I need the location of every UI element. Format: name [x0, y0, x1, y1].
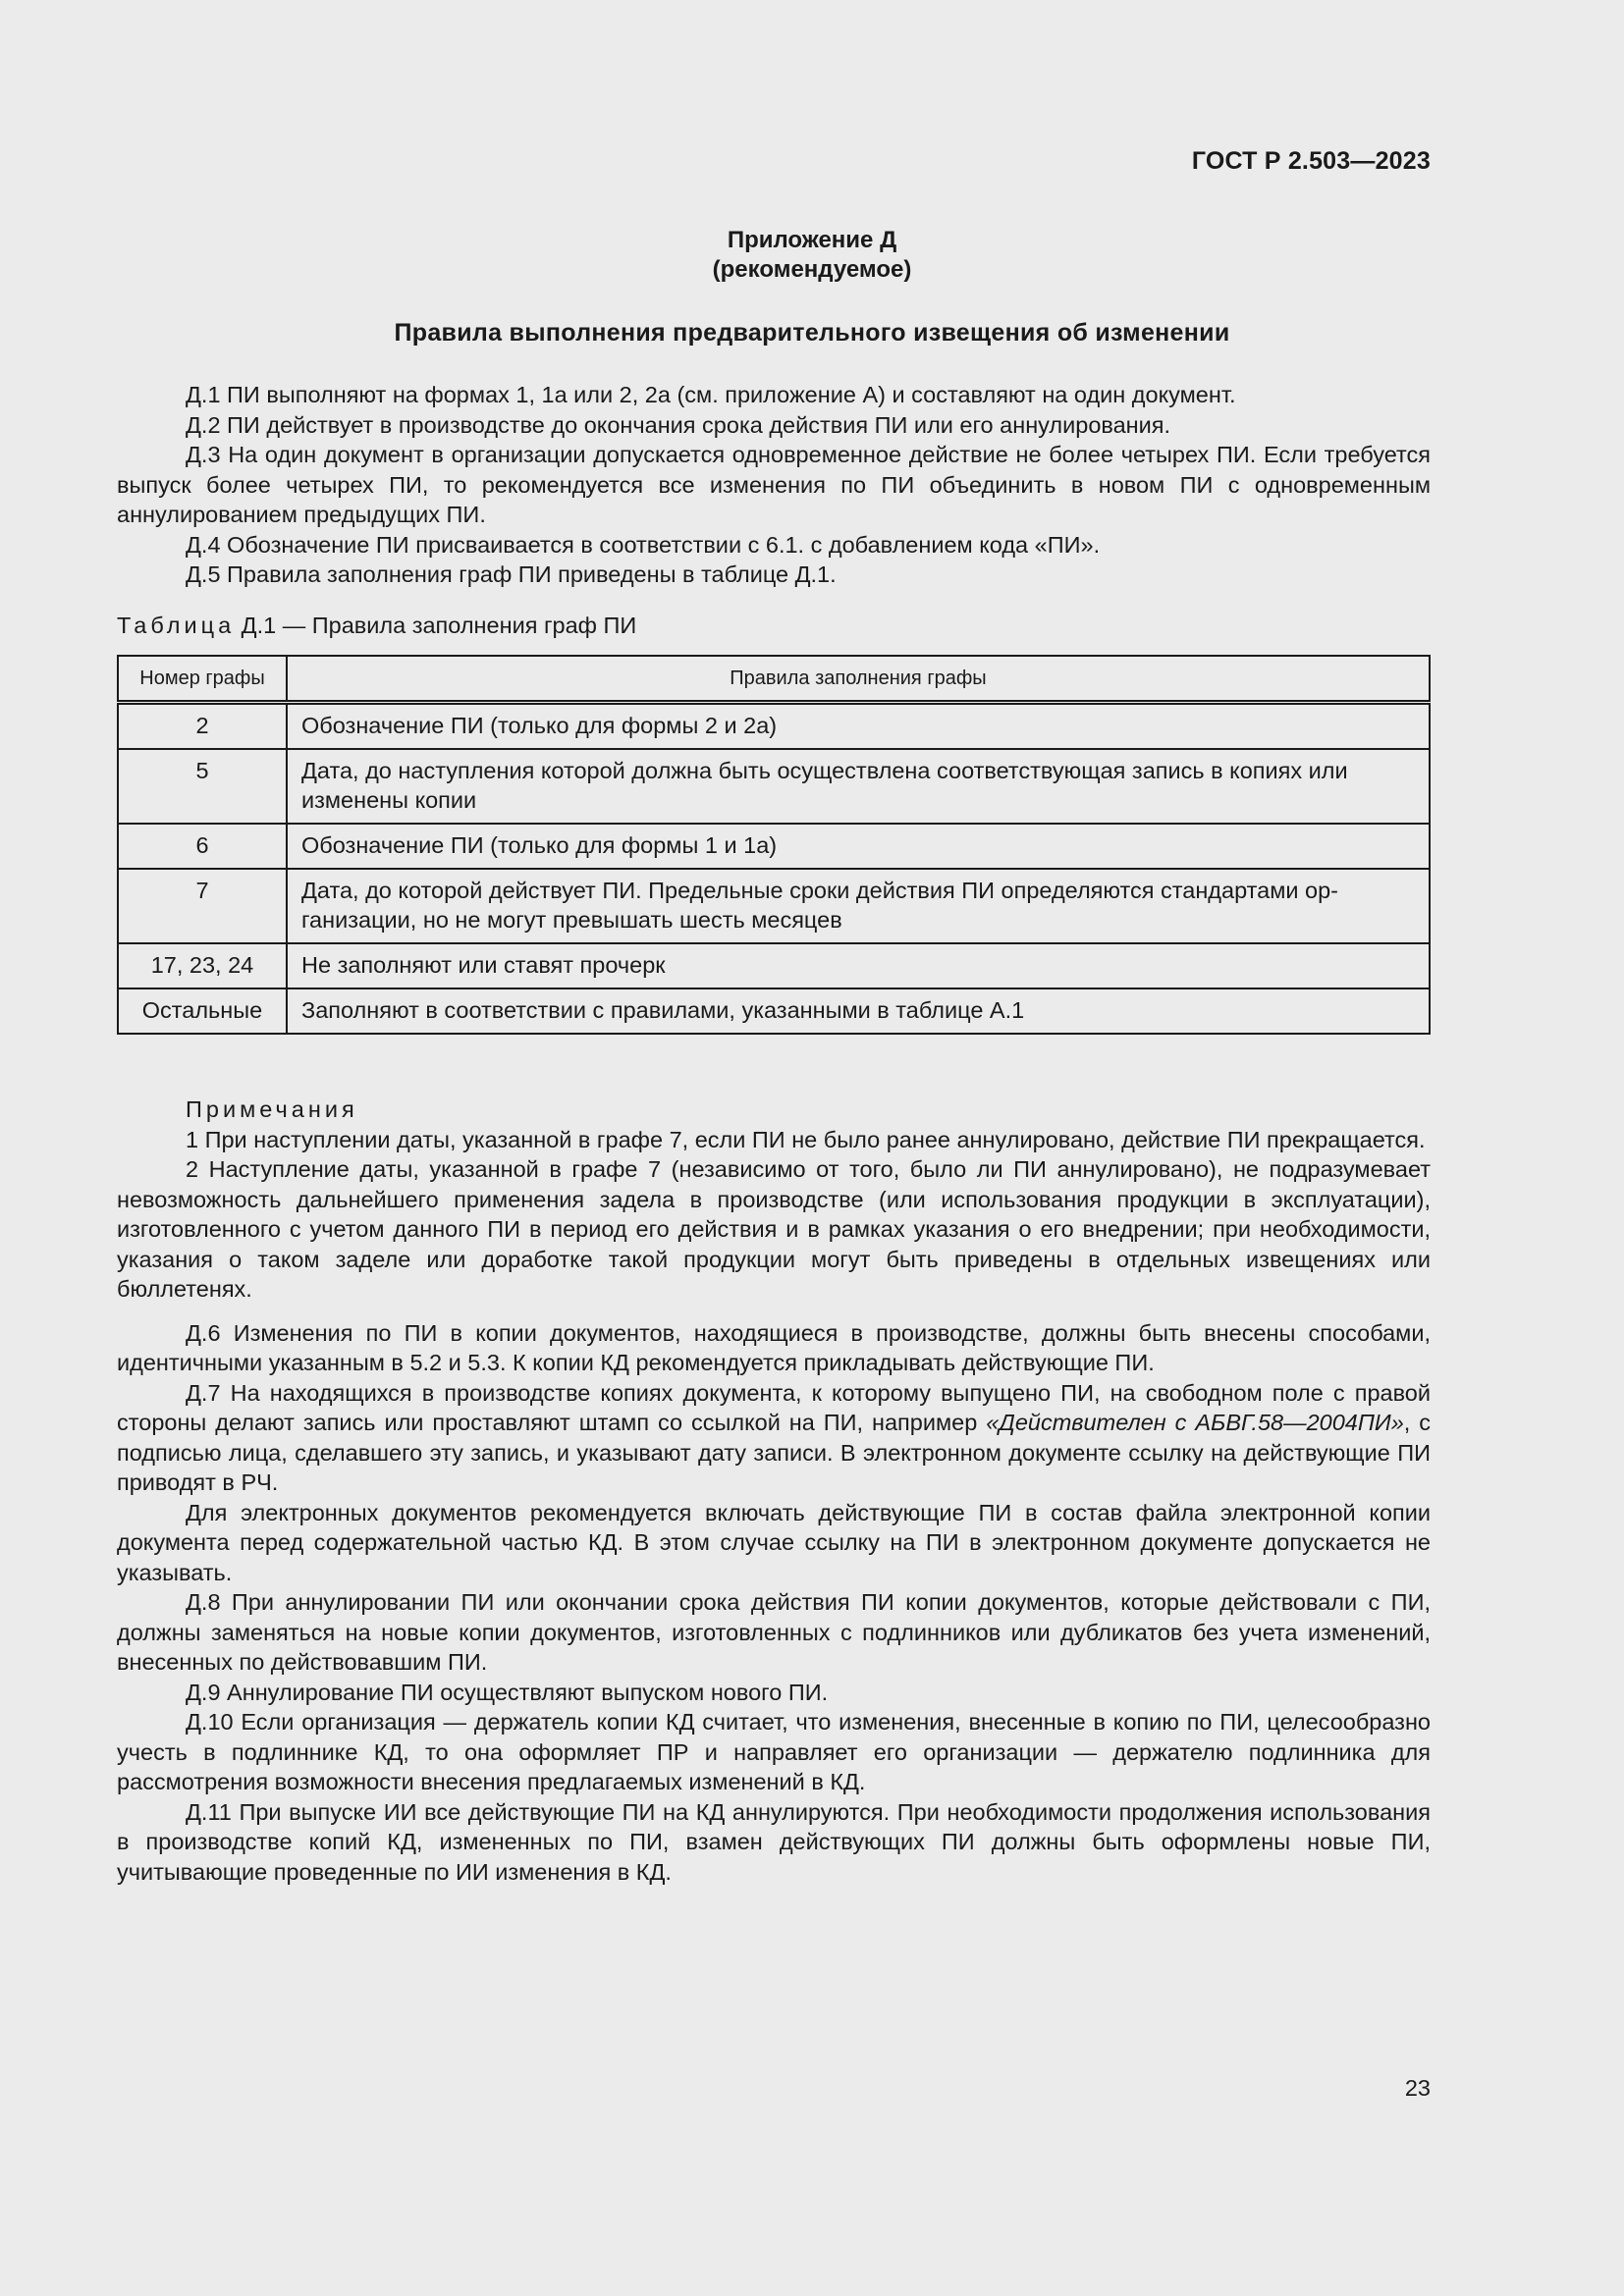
- intro-paragraphs: [117, 380, 1431, 590]
- table-caption: [117, 613, 636, 639]
- section-title: Правила выполнения предварительного извещения об изменении: [394, 319, 1230, 347]
- paragraph-d6: Д.6 Изменения по ПИ в копии документов, находящиеся в производстве, должны быть внесены способами, идентичными указанным в 5.2 и 5.3. К копии КД рекомендуется прикладывать действующие ПИ.: [117, 1319, 1431, 1375]
- note-2: 2 Наступление даты, указанной в графе 7 (независимо от того, было ли ПИ аннулировано), не подразумевает невозможность дальнейшего применения задела в производстве (или использования продукции в эксплуатации), изготовленного с учетом данного ПИ в период его действия и в рамках указания о его внедрении; при необходимости, указания о таком заделе или доработке такой продукции могут быть приведены в отдельных извещениях или бюллетенях.: [117, 1156, 1431, 1302]
- table-row: [118, 703, 1430, 750]
- paragraph-d4: Д.4 Обозначение ПИ присваивается в соответствии с 6.1. с добавлением кода «ПИ».: [186, 531, 1101, 558]
- example-reference: «Действителен с АБВГ.58—2004ПИ»: [986, 1410, 1404, 1435]
- cell-number: Остальные: [118, 988, 287, 1034]
- appendix-status: (рекомендуемое): [712, 256, 912, 283]
- cell-rule: Заполняют в соответствии с правилами, указанными в таблице А.1: [287, 988, 1430, 1034]
- note-1: 1 При наступлении даты, указанной в графе 7, если ПИ не было ранее аннулировано, действие ПИ прекращается.: [186, 1126, 1426, 1152]
- cell-number: 17, 23, 24: [118, 943, 287, 988]
- rules-table: [117, 655, 1431, 1035]
- paragraph-d5: Д.5 Правила заполнения граф ПИ приведены в таблице Д.1.: [186, 561, 837, 587]
- table-caption-label: Таблица: [117, 613, 236, 638]
- paragraph-d2: Д.2 ПИ действует в производстве до окончания срока действия ПИ или его аннулирования.: [186, 411, 1171, 438]
- table-row: [118, 988, 1430, 1034]
- standard-designation: ГОСТ Р 2.503—2023: [1191, 147, 1431, 175]
- column-header-number: Номер графы: [118, 656, 287, 703]
- paragraph-d11: Д.11 При выпуске ИИ все действующие ПИ на КД аннулируются. При необходимости продолжения использования в производстве копий КД, измененных по ПИ, взамен действующих ПИ должны быть оформлены новые ПИ, учитывающие проведенные по ИИ изменения в КД.: [117, 1798, 1431, 1885]
- column-header-rules: Правила заполнения графы: [287, 656, 1430, 703]
- paragraph-d1: Д.1 ПИ выполняют на формах 1, 1а или 2, 2а (см. приложение А) и составляют на один документ.: [186, 382, 1236, 407]
- cell-number: 7: [118, 869, 287, 943]
- table-row: [118, 749, 1430, 824]
- paragraph-d3: Д.3 На один документ в организации допускается одновременное действие не более четырех ПИ. Если требуется выпуск более четырех ПИ, то рекомендуется все изменения по ПИ объединить в новом ПИ с одновременным аннулированием предыдущих ПИ.: [117, 442, 1431, 527]
- cell-number: 6: [118, 824, 287, 869]
- table-row: [118, 824, 1430, 869]
- cell-rule: Обозначение ПИ (только для формы 1 и 1а): [287, 824, 1430, 869]
- cell-rule: Обозначение ПИ (только для формы 2 и 2а): [287, 703, 1430, 750]
- paragraph-electronic: Для электронных документов рекомендуется включать действующие ПИ в состав файла электронной копии документа перед содержательной частью КД. В этом случае ссылку на ПИ в электронном документе допускается не указывать.: [117, 1499, 1431, 1585]
- cell-rule: Дата, до наступления которой должна быть осуществлена соответствующая запись в копиях или изменены копии: [287, 749, 1430, 824]
- paragraph-d8: Д.8 При аннулировании ПИ или окончании срока действия ПИ копии документов, которые действовали с ПИ, должны заменяться на новые копии документов, изготовленных с подлинников или дубликатов без учета изменений, внесенных по действовавшим ПИ.: [117, 1589, 1431, 1675]
- appendix-title: Приложение Д: [727, 227, 897, 253]
- notes-heading: Примечания: [186, 1096, 358, 1122]
- page-number: 23: [1404, 2075, 1431, 2101]
- table-caption-text: Д.1 — Правила заполнения граф ПИ: [235, 613, 637, 638]
- table-row: [118, 943, 1430, 988]
- main-text: [117, 1095, 1431, 1887]
- paragraph-d7: Д.7 На находящихся в производстве копиях документа, к которому выпущено ПИ, на свободном поле с правой стороны делают запись или проставляют штамп со ссылкой на ПИ, например «Действителен с АБВГ.58—2004ПИ», с подписью лица, сделавшего эту запись, и указывают дату записи. В электронном документе ссылку на действующие ПИ приводят в РЧ.: [117, 1379, 1432, 1495]
- cell-number: 2: [118, 703, 287, 750]
- cell-rule: Дата, до которой действует ПИ. Предельные сроки действия ПИ определяются стандартами организации, но не могут превышать шесть месяцев: [287, 869, 1430, 943]
- table-header-row: [118, 656, 1430, 703]
- cell-number: 5: [118, 749, 287, 824]
- paragraph-d10: Д.10 Если организация — держатель копии КД считает, что изменения, внесенные в копию по ПИ, целесообразно учесть в подлиннике КД, то она оформляет ПР и направляет его организации — держателю подлинника для рассмотрения возможности внесения предлагаемых изменений в КД.: [117, 1709, 1431, 1794]
- table-row: [118, 869, 1430, 943]
- cell-rule: Не заполняют или ставят прочерк: [287, 943, 1430, 988]
- paragraph-d9: Д.9 Аннулирование ПИ осуществляют выпуском нового ПИ.: [186, 1679, 829, 1705]
